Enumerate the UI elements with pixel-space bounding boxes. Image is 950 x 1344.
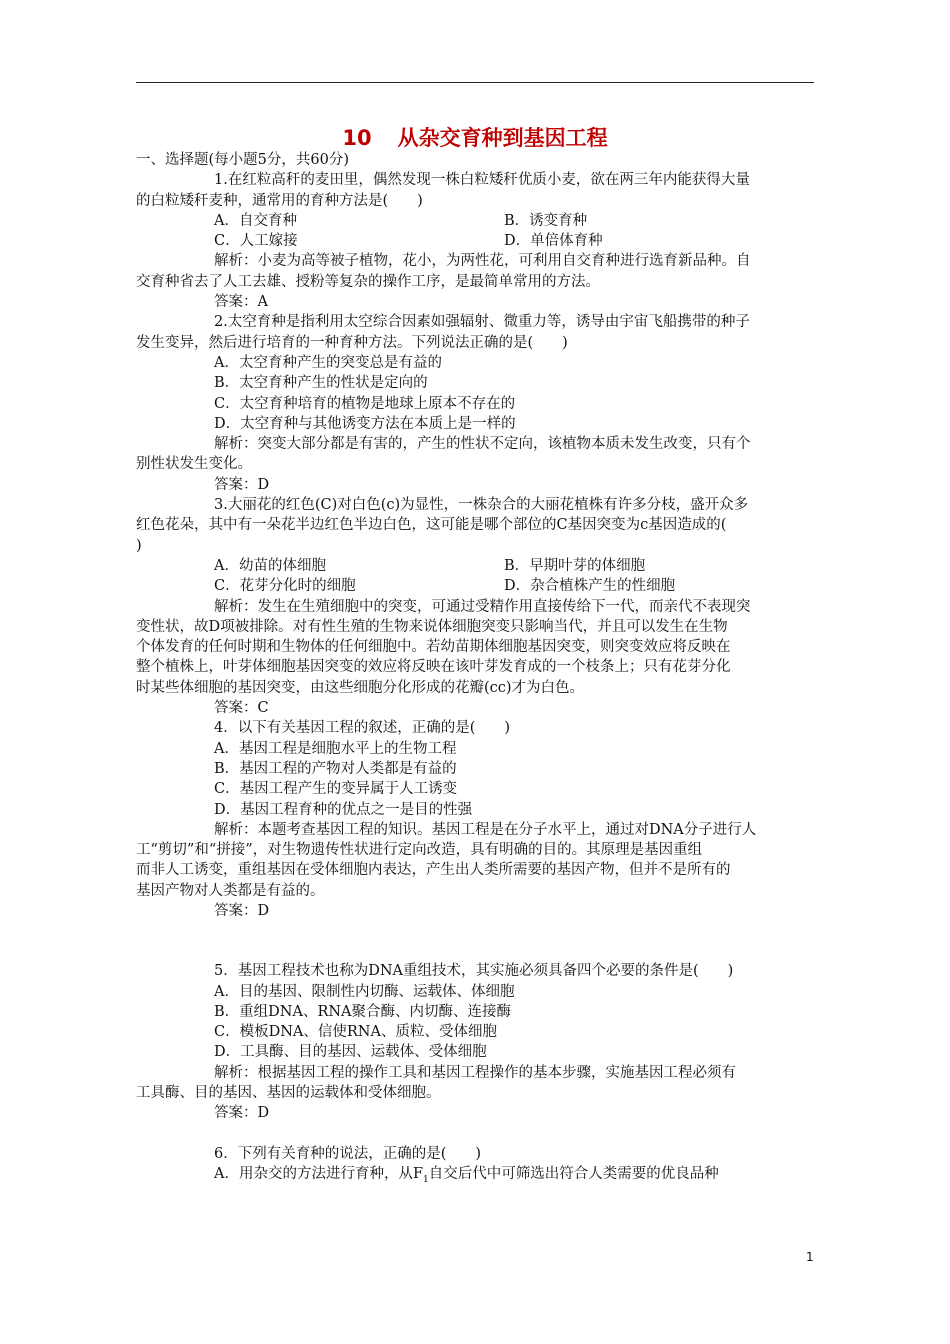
q1-analysis-line2: 交育种省去了人工去雄、授粉等复杂的操作工序，是最简单常用的方法。 [136,273,600,290]
q4-analysis-line4: 基因产物对人类都是有益的。 [136,882,325,899]
q1-option-d: D．单倍体育种 [504,233,603,250]
title-text: 从杂交育种到基因工程 [397,126,608,150]
q2-option-c: C．太空育种培育的植物是地球上原本不存在的 [214,395,516,412]
q5-stem-line1: 5．基因工程技术也称为DNA重组技术，其实施必须具备四个必要的条件是( ) [214,963,734,980]
q3-stem-line2: 红色花朵，其中有一朵花半边红色半边白色，这可能是哪个部位的C基因突变为c基因造成的( [136,517,727,534]
q2-option-d: D．太空育种与其他诱变方法在本质上是一样的 [214,415,516,432]
q2-analysis-line2: 别性状发生变化。 [136,456,252,473]
spacer [136,921,814,961]
q5-option-b: B．重组DNA、RNA聚合酶、内切酶、连接酶 [214,1003,512,1020]
q6-option-a [136,1164,814,1190]
q3-analysis-line1: 解析：发生在生殖细胞中的突变，可通过受精作用直接传给下一代，而亲代不表现突 [214,598,751,615]
q1-option-c: C．人工嫁接 [214,233,298,250]
q2-option-b: B．太空育种产生的性状是定向的 [214,375,428,392]
q4-analysis-line2: 工“剪切”和“拼接”，对生物遗传性状进行定向改造，具有明确的目的。其原理是基因重组 [136,842,703,859]
q2-analysis-line1: 解析：突变大部分都是有害的，产生的性状不定向，该植物本质未发生改变，只有个 [214,436,751,453]
q2-stem-line2: 发生变异，然后进行培育的一种育种方法。下列说法正确的是( ) [136,334,568,351]
section-header: 一、选择题(每小题5分，共60分) [136,152,349,168]
q1-options-row2 [136,231,814,251]
page-title [0,122,950,152]
q3-option-d: D．杂合植株产生的性细胞 [504,578,676,595]
q5-analysis-line2: 工具酶、目的基因、基因的运载体和受体细胞。 [136,1085,441,1102]
q3-options-row2 [136,576,814,596]
q4-stem-line1: 4．以下有关基因工程的叙述，正确的是( ) [214,720,511,737]
q2-option-a: A．太空育种产生的突变总是有益的 [214,354,442,371]
title-number: 10 [342,126,372,150]
q1-stem-line1: 1.在红粒高秆的麦田里，偶然发现一株白粒矮秆优质小麦，欲在两三年内能获得大量 [214,172,750,189]
q5-answer: 答案：D [214,1105,270,1122]
q1-option-b: B．诱变育种 [504,212,588,229]
q3-analysis-line2: 变性状，故D项被排除。对有性生殖的生物来说体细胞突变只影响当代，并且可以发生在生物 [136,618,728,635]
q4-option-b: B．基因工程的产物对人类都是有益的 [214,760,457,777]
header-rule [136,82,814,83]
q5-option-a: A．目的基因、限制性内切酶、运载体、体细胞 [214,983,515,1000]
q2-stem-line1: 2.太空育种是指利用太空综合因素如强辐射、微重力等，诱导由宇宙飞船携带的种子 [214,314,750,331]
spacer [136,1124,814,1144]
q3-options-row1 [136,556,814,576]
q1-options-row1 [136,211,814,231]
q6-option-a-pre: A．用杂交的方法进行育种，从F [214,1165,424,1182]
q3-stem-line3: ) [136,537,142,554]
q4-analysis-line1: 解析：本题考查基因工程的知识。基因工程是在分子水平上，通过对DNA分子进行人 [214,821,757,838]
q3-analysis-line3: 个体发育的任何时期和生物体的任何细胞中。若幼苗期体细胞基因突变，则突变效应将反映在 [136,639,731,656]
q5-option-c: C．模板DNA、信使RNA、质粒、受体细胞 [214,1024,497,1041]
q3-answer: 答案：C [214,700,269,717]
q3-option-a: A．幼苗的体细胞 [214,557,326,574]
q4-answer: 答案：D [214,902,270,919]
q3-stem-line1: 3.大丽花的红色(C)对白色(c)为显性，一株杂合的大丽花植株有许多分枝，盛开众多 [214,497,749,514]
q4-analysis-line3: 而非人工诱变，重组基因在受体细胞内表达，产生出人类所需要的基因产物，但并不是所有的 [136,862,731,879]
q1-stem-line2: 的白粒矮秆麦种，通常用的育种方法是( ) [136,192,423,209]
q3-analysis-line5: 时某些体细胞的基因突变，由这些细胞分化形成的花瓣(cc)才为白色。 [136,679,585,696]
q3-analysis-line4: 整个植株上，叶芽体细胞基因突变的效应将反映在该叶芽发育成的一个枝条上；只有花芽分化 [136,659,731,676]
q6-stem-line1: 6．下列有关育种的说法，正确的是( ) [214,1145,482,1162]
q3-option-b: B．早期叶芽的体细胞 [504,557,646,574]
q3-option-c: C．花芽分化时的细胞 [214,578,356,595]
page-number: 1 [806,1250,814,1264]
q5-analysis-line1: 解析：根据基因工程的操作工具和基因工程操作的基本步骤，实施基因工程必须有 [214,1064,736,1081]
q6-option-a-sub: 1 [423,1174,429,1185]
q1-option-a: A．自交育种 [214,212,297,229]
q2-answer: 答案：D [214,476,270,493]
document-body [136,150,814,1190]
q1-analysis-line1: 解析：小麦为高等被子植物，花小，为两性花，可利用自交育种进行选育新品种。自 [214,253,751,270]
q4-option-c: C．基因工程产生的变异属于人工诱变 [214,781,458,798]
q1-answer: 答案：A [214,294,268,311]
q4-option-d: D．基因工程育种的优点之一是目的性强 [214,801,473,818]
q6-option-a-post: 自交后代中可筛选出符合人类需要的优良品种 [428,1165,719,1182]
q5-option-d: D．工具酶、目的基因、运载体、受体细胞 [214,1044,487,1061]
q4-option-a: A．基因工程是细胞水平上的生物工程 [214,740,457,757]
